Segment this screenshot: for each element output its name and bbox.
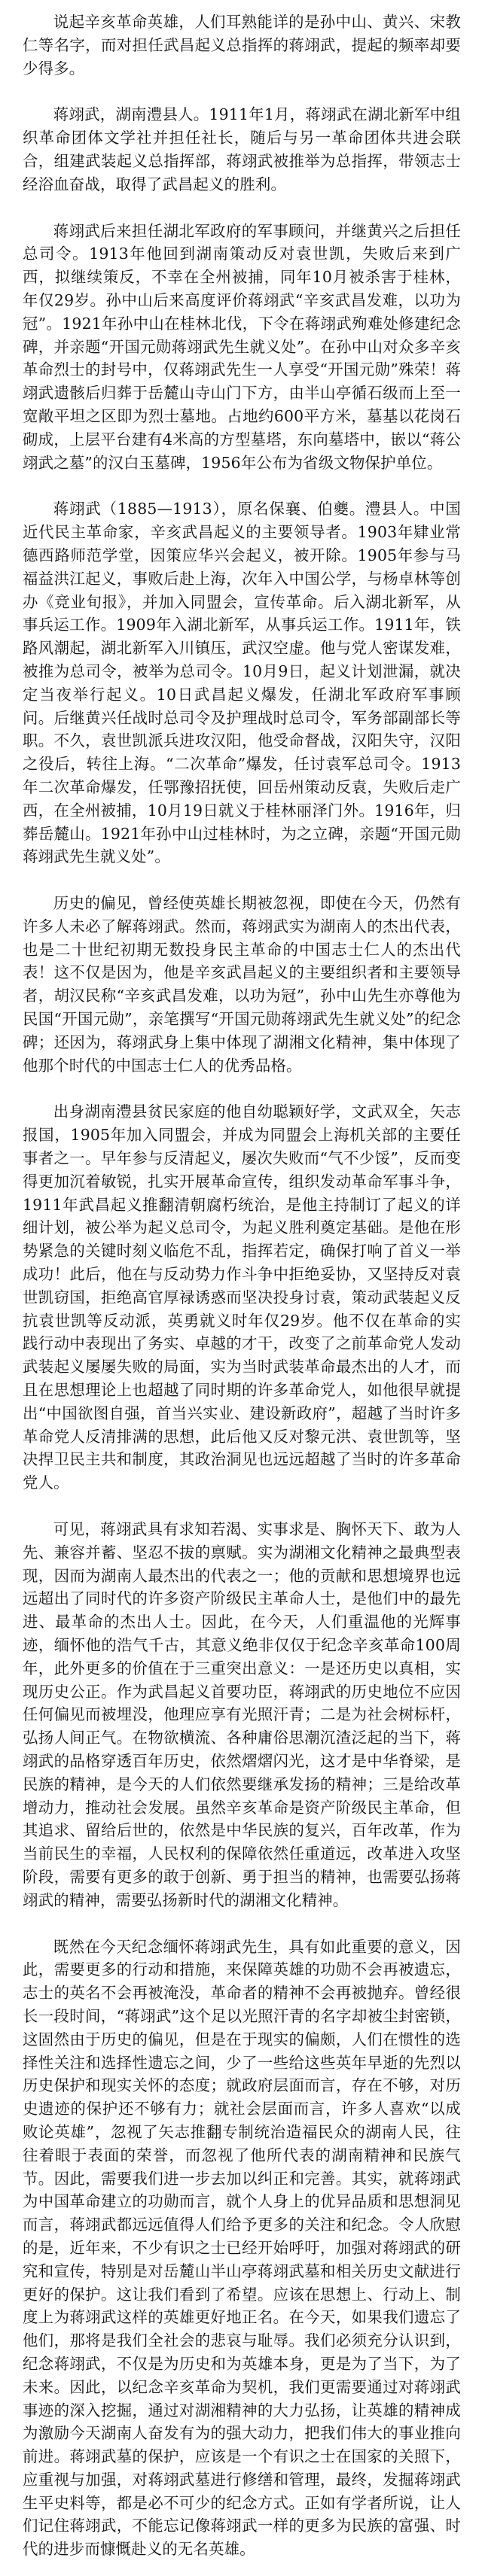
article-paragraph-7: 可见，蒋翊武具有求知若渴、实事求是、胸怀天下、敢为人先、兼容并蓄、坚忍不拔的禀赋。实为湖湘文化精神之最典型表现，因而为湖南人最杰出的代表之一；他的贡献和思想境界也远远超出了同时代的许多资产阶级民主革命人士，是他们中的最先进、最革命的杰出人士。因此，在今天，人们重温他的光辉事迹，缅怀他的浩气千古，其意义绝非仅仅于纪念辛亥革命100周年，此外更多的价值在于三重突出意义：一是还历史以真相，实现历史公正。作为武昌起义首要功臣，蒋翊武的历史地位不应因任何偏见而被埋没，他理应享有光照汗青；二是为社会树标杆，弘扬人间正气。在物欲横流、各种庸俗思潮沉渣泛起的当下，蒋翊武的品格穿透百年历史，依然熠熠闪光，这才是中华脊梁，是民族的精神，是今天的人们依然要继承发扬的精神；三是给改革增动力，推动社会发展。虽然辛亥革命是资产阶级民主革命，但其追求、留给后世的，依然是中华民族的复兴，百年改革，作为当前民生的幸福，人民权利的保障依然任重道远，改革进入攻坚阶段，需要有更多的敢于创新、勇于担当的精神，也需要弘扬蒋翊武的精神，需要弘扬新时代的湖湘文化精神。 [23, 1520, 461, 1909]
article-paragraph-5: 历史的偏见，曾经使英雄长期被忽视，即使在今天，仍然有许多人未必了解蒋翊武。然而，蒋翊武实为湖南人的杰出代表，也是二十世纪初期无数投身民主革命的中国志士仁人的杰出代表！这不仅是因为，他是辛亥武昌起义的主要组织者和主要领导者，胡汉民称“辛亥武昌发难，以功为冠”，孙中山先生亦尊他为民国“开国元勋”，亲笔撰写“开国元勋蒋翊武先生就义处”的纪念碑；还因为，蒋翊武身上集中体现了湖湘文化精神，集中体现了他那个时代的中国志士仁人的优秀品格。 [23, 894, 461, 1075]
article-paragraph-8: 既然在今天纪念缅怀蒋翊武先生，具有如此重要的意义，因此，需要更多的行动和措施，来保障英雄的功勋不会再被遗忘，志士的英名不会再被淹没，革命者的精神不会再被抛弃。曾经很长一段时间，“蒋翊武”这个足以光照汗青的名字却被尘封密锁，这固然由于历史的偏见，但是在于现实的偏颇，人们在惯性的选择性关注和选择性遗忘之间，少了一些给这些英年早逝的先烈以历史保护和现实关怀的态度；就政府层面而言，存在不够，对历史遗迹的保护还不够有力；就社会层面而言，许多人喜欢“以成败论英雄”，忽视了矢志推翻专制统治造福民众的湖南人民，往往着眼于表面的荣誉，而忽视了他所代表的湖南精神和民族气节。因此，需要我们进一步去加以纠正和完善。其实，就蒋翊武为中国革命建立的功勋而言，就个人身上的优异品质和思想洞见而言，蒋翊武都远远值得人们给予更多的关注和纪念。令人欣慰的是，近年来，不少有识之士已经开始呼吁，加强对蒋翊武的研究和宣传，特别是对岳麓山半山亭蒋翊武墓和相关历史文献进行更好的保护。这让我们看到了希望。应该在思想上、行动上、制度上为蒋翊武这样的英雄更好地正名。在今天，如果我们遗忘了他们，那将是我们全社会的悲哀与耻辱。我们必须充分认识到，纪念蒋翊武，不仅是为历史和为英雄本身，更是为了当下，为了未来。因此，以纪念辛亥革命为契机，我们更需要通过对蒋翊武事迹的深入挖掘，通过对湖湘精神的大力弘扬，让英雄的精神成为激励今天湖南人奋发有为的强大动力，把我们伟大的事业推向前进。蒋翊武墓的保护，应该是一个有识之士在国家的关照下，应重视与加强，对蒋翊武墓进行修缮和管理，最终，发掘蒋翊武生平史料等，都是必不可少的纪念方式。正如有学者所说，让人们记住蒋翊武，不能忘记像蒋翊武一样的更多为民族的富强、时代的进步而慷慨赴义的无名英雄。 [23, 1937, 461, 2559]
article-paragraph-6: 出身湖南澧县贫民家庭的他自幼聪颖好学，文武双全，矢志报国，1905年加入同盟会，并成为同盟会上海机关部的主要任事者之一。早年参与反清起义，屡次失败而“气不少馁”，反而变得更加沉着敏锐，扎实开展革命宣传，组织发动革命军事斗争，1911年武昌起义推翻清朝腐朽统治，是他主持制订了起义的详细计划，被公举为起义总司令，为起义胜利奠定基础。是他在形势紧急的关键时刻义临危不乱，指挥若定，确保打响了首义一举成功！此后，他在与反动势力作斗争中拒绝妥协，又坚持反对袁世凯窃国，拒绝高官厚禄诱惑而坚决投身讨袁，策动武装起义反抗袁世凯等反动派，英勇就义时年仅29岁。他不仅在革命的实践行动中表现出了务实、卓越的才干，改变了之前革命党人发动武装起义屡屡失败的局面，实为当时武装革命最杰出的人才，而且在思想理论上也超越了同时期的许多革命党人，如他很早就提出“中国欲图自强，首当兴实业、建设新政府”，超越了当时许多革命党人反清排满的思想，此后他又反对黎元洪、袁世凯等，坚决捍卫民主共和制度，其政治洞见也远远超越了当时的许多革命党人。 [23, 1102, 461, 1492]
article-paragraph-3: 蒋翊武后来担任湖北军政府的军事顾问，并继黄兴之后担任总司令。1913年他回到湖南策动反对袁世凯，失败后来到广西，拟继续策反，不幸在全州被捕，同年10月被杀害于桂林，年仅29岁。孙中山后来高度评价蒋翊武“辛亥武昌发难，以功为冠”。1921年孙中山在桂林北伐，下令在蒋翊武殉难处修建纪念碑，并亲题“开国元勋蒋翊武先生就义处”。在孙中山对众多辛亥革命烈士的封号中，仅蒋翊武先生一人享受“开国元勋”殊荣！蒋翊武遗骸后归葬于岳麓山寺山门下方，由半山亭循石级而上至一宽敞平坦之区即为烈士墓地。占地约600平方米，墓基以花岗石砌成，上层平台建有4米高的方型墓塔，东向墓塔中，嵌以“蒋公翊武之墓”的汉白玉墓碑，1956年公布为省级文物保护单位。 [23, 221, 461, 472]
article-paragraph-1: 说起辛亥革命英雄，人们耳熟能详的是孙中山、黄兴、宋教仁等名字，而对担任武昌起义总指挥的蒋翊武，提起的频率却要少得多。 [23, 13, 461, 78]
article-paragraph-2: 蒋翊武，湖南澧县人。1911年1月，蒋翊武在湖北新军中组织革命团体文学社并担任社长，随后与另一革命团体共进会联合，组建武装起义总指挥部，蒋翊武被推举为总指挥，带领志士经浴血奋战，取得了武昌起义的胜利。 [23, 105, 461, 193]
article-paragraph-4: 蒋翊武（1885—1913），原名保襄、伯夔。澧县人。中国近代民主革命家，辛亥武昌起义的主要领导者。1903年肄业常德西路师范学堂，因策应华兴会起义，被开除。1905年参与马福益洪江起义，事败后赴上海，次年入中国公学，与杨卓林等创办《竞业旬报》，并加入同盟会，宣传革命。后入湖北新军，从事兵运工作。1909年入湖北新军，从事兵运工作。1911年，铁路风潮起，湖北新军入川镇压，武汉空虚。他与党人密谋发难，被推为总司令，被举为总司令。10月9日，起义计划泄漏，就决定当夜举行起义。10日武昌起义爆发，任湖北军政府军事顾问。后继黄兴任战时总司令及护理战时总司令，军务部副部长等职。不久，袁世凯派兵进攻汉阳，他受命督战，汉阳失守，汉阳之役后，转往上海。“二次革命”爆发，任讨袁军总司令。1913年二次革命爆发，任鄂豫招抚使，回岳州策动反袁，失败后走广西，在全州被捕，10月19日就义于桂林丽泽门外。1916年，归葬岳麓山。1921年孙中山过桂林时，为之立碑，亲题“开国元勋蒋翊武先生就义处”。 [23, 500, 461, 866]
